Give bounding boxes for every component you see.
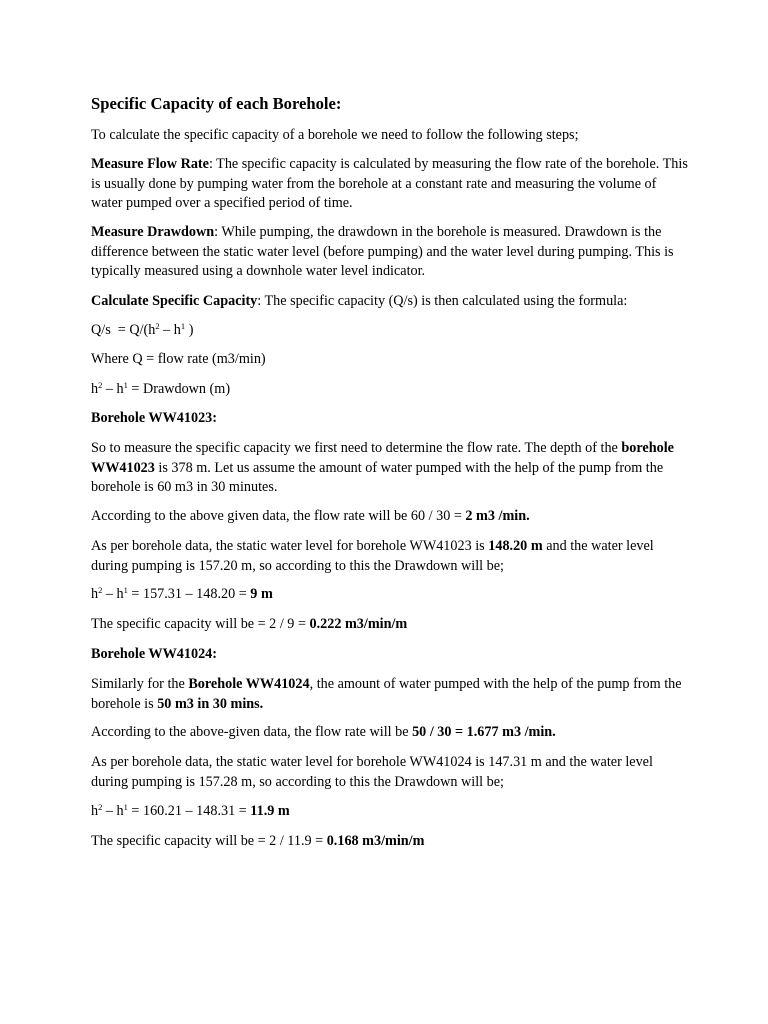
borehole-ww41023-intro: So to measure the specific capacity we first need to determine the flow rate. The depth of the borehole WW41023 is 378 m. Let us assume the amount of water pumped with the help of the pump from the borehole is 60 m3 in 30 minutes. xyxy=(91,440,674,495)
drawdown-definition: $h^2 - h^1$ = Drawdown (m) xyxy=(91,380,231,397)
borehole-ww41024-static-level: As per borehole data, the static water level for borehole WW41024 is 147.31 m and the water level during pumping is 157.28 m, so according to this the Drawdown will be; xyxy=(91,754,653,790)
step-measure-drawdown xyxy=(91,223,691,282)
step-label: Calculate Specific Capacity xyxy=(91,293,258,309)
borehole-ww41024-drawdown-calc: $h^2 - h^1 = 160.21 - 148.31 = 11.9$ m xyxy=(91,802,290,819)
borehole-ww41023-specific-capacity: The specific capacity will be = 2 / 9 = 0.222 m3/min/m xyxy=(91,616,408,632)
step-label: Measure Flow Rate xyxy=(91,156,209,172)
step-label: Measure Drawdown xyxy=(91,224,215,240)
step-text: : The specific capacity is calculated by measuring the flow rate of the borehole. This is usually done by pumping water from the borehole at a constant rate and measuring the volume of water pumped over a specified period of time. xyxy=(91,156,688,211)
borehole-ww41024-heading: Borehole WW41024: xyxy=(91,646,217,662)
borehole-ww41024-specific-capacity: The specific capacity will be = 2 / 11.9 = 0.168 m3/min/m xyxy=(91,833,425,849)
formula-line: $Q/s = Q/(h^2 - h^1$ ) xyxy=(91,321,194,338)
step-measure-flow-rate xyxy=(91,155,691,214)
borehole-ww41023-heading: Borehole WW41023: xyxy=(91,410,217,426)
borehole-ww41023-static-level: As per borehole data, the static water level for borehole WW41023 is 148.20 m and the water level during pumping is 157.20 m, so according to this the Drawdown will be; xyxy=(91,538,654,574)
intro-paragraph: To calculate the specific capacity of a borehole we need to follow the following steps; xyxy=(91,127,579,143)
borehole-ww41023-flow-rate: According to the above given data, the flow rate will be 60 / 30 = 2 m3 /min. xyxy=(91,508,530,524)
borehole-ww41023-drawdown-calc: $h^2 - h^1 = 157.31 - 148.20 = 9$ m xyxy=(91,585,273,602)
where-q-line: Where Q = flow rate (m3/min) xyxy=(91,351,266,367)
step-calculate-specific-capacity xyxy=(91,292,691,312)
borehole-ww41024-flow-rate: According to the above-given data, the flow rate will be 50 / 30 = 1.677 m3 /min. xyxy=(91,724,556,740)
page-title: Specific Capacity of each Borehole: xyxy=(91,94,342,113)
step-text: : While pumping, the drawdown in the borehole is measured. Drawdown is the difference between the static water level (before pumping) and the water level during pumping. This is typically measured using a downhole water level indicator. xyxy=(91,224,674,279)
borehole-ww41024-intro: Similarly for the Borehole WW41024, the amount of water pumped with the help of the pump from the borehole is 50 m3 in 30 mins. xyxy=(91,676,682,712)
step-text: : The specific capacity (Q/s) is then calculated using the formula: xyxy=(257,293,628,309)
